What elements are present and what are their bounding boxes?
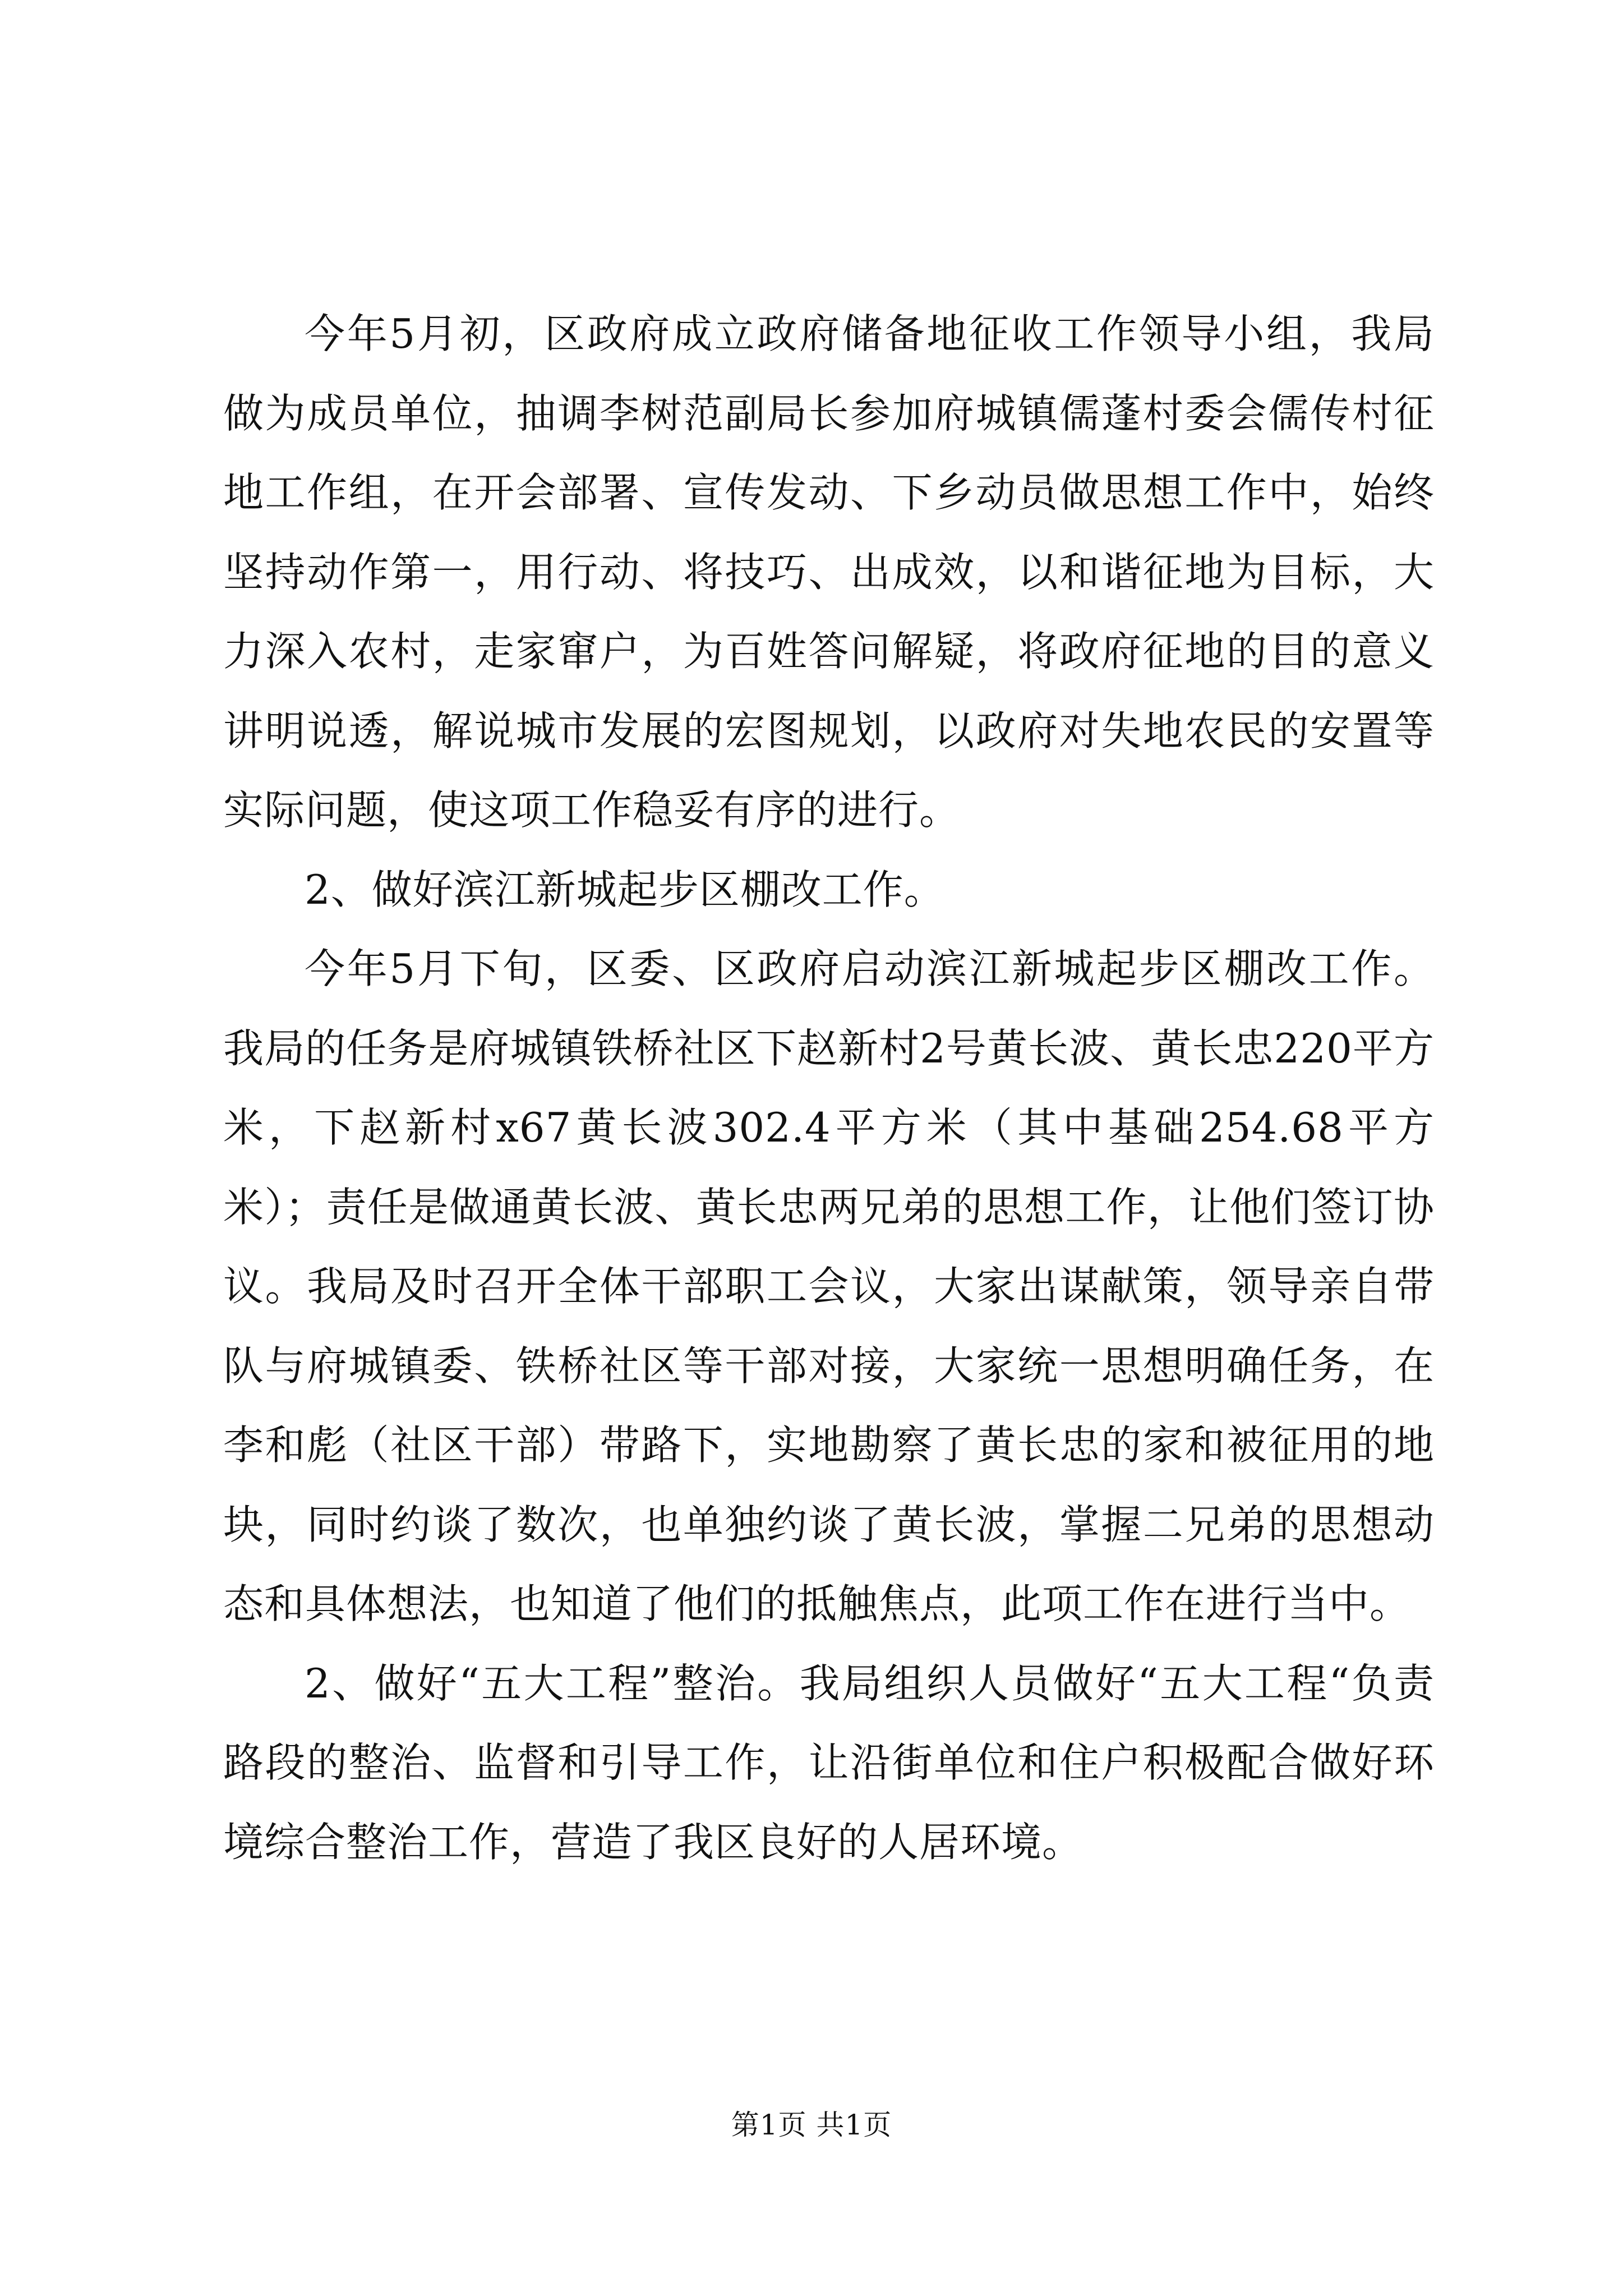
document-body	[223, 295, 1435, 1882]
page-footer: 第1页 共1页	[731, 2109, 892, 2141]
paragraph-heading-shantytown: 2、做好滨江新城起步区棚改工作。	[305, 866, 945, 913]
paragraph-five-projects: 2、做好“五大工程”整治。我局组织人员做好“五大工程“负责路段的整治、监督和引导工作，让沿街单位和住户积极配合做好环境综合整治工作，营造了我区良好的人居环境。	[223, 1659, 1435, 1866]
paragraph-land-acquisition: 今年5月初，区政府成立政府储备地征收工作领导小组，我局做为成员单位，抽调李树范副局长参加府城镇儒蓬村委会儒传村征地工作组，在开会部署、宣传发动、下乡动员做思想工作中，始终坚持动作第一，用行动、将技巧、出成效，以和谐征地为目标，大力深入农村，走家窜户，为百姓答问解疑，将政府征地的目的意义讲明说透，解说城市发展的宏图规划，以政府对失地农民的安置等实际问题，使这项工作稳妥有序的进行。	[223, 310, 1435, 834]
paragraph-shantytown-task: 今年5月下旬，区委、区政府启动滨江新城起步区棚改工作。我局的任务是府城镇铁桥社区下赵新村2号黄长波、黄长忠220平方米，下赵新村x67黄长波302.4平方米（其中基础254.68平方米）；责任是做通黄长波、黄长忠两兄弟的思想工作，让他们签订协议。我局及时召开全体干部职工会议，大家出谋献策，领导亲自带队与府城镇委、铁桥社区等干部对接，大家统一思想明确任务，在李和彪（社区干部）带路下，实地勘察了黄长忠的家和被征用的地块，同时约谈了数次，也单独约谈了黄长波，掌握二兄弟的思想动态和具体想法，也知道了他们的抵触焦点，此项工作在进行当中。	[223, 945, 1435, 1627]
